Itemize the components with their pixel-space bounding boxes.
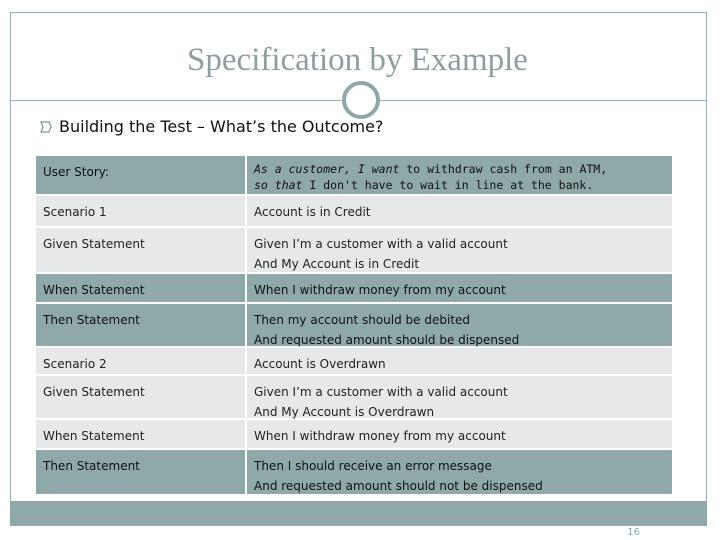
row-label: Given Statement <box>36 376 245 418</box>
row-label: When Statement <box>36 274 245 302</box>
row-value: Account is Overdrawn <box>247 348 672 374</box>
table-row <box>36 228 672 272</box>
story-label: User Story: <box>36 156 245 194</box>
row-value: Then I should receive an error message And requested amount should not be dispensed <box>247 450 672 494</box>
slide-title: Specification by Example <box>187 42 528 78</box>
table-row-story <box>36 156 672 194</box>
row-value: Given I’m a customer with a valid account And My Account is Overdrawn <box>247 376 672 418</box>
bullet-point <box>40 117 383 136</box>
row-value: When I withdraw money from my account <box>247 420 672 448</box>
row-label: Given Statement <box>36 228 245 272</box>
bullet-icon <box>40 120 52 134</box>
row-label: When Statement <box>36 420 245 448</box>
row-label: Scenario 2 <box>36 348 245 374</box>
row-value: Account is in Credit <box>247 196 672 226</box>
story-text: As a customer, I want to withdraw cash from an ATM, so that I don't have to wait in line at the bank. <box>247 156 672 194</box>
table-row <box>36 348 672 374</box>
table-row <box>36 376 672 418</box>
row-value: When I withdraw money from my account <box>247 274 672 302</box>
table-row <box>36 274 672 302</box>
page-number: 16 <box>627 527 640 538</box>
circle-ornament-icon <box>342 81 380 119</box>
bullet-text: Building the Test – What’s the Outcome? <box>59 117 384 136</box>
table-row <box>36 420 672 448</box>
table-row <box>36 304 672 346</box>
row-value: Given I’m a customer with a valid account And My Account is in Credit <box>247 228 672 272</box>
table-row <box>36 450 672 494</box>
row-value: Then my account should be debited And requested amount should be dispensed <box>247 304 672 346</box>
row-label: Scenario 1 <box>36 196 245 226</box>
table-row <box>36 196 672 226</box>
row-label: Then Statement <box>36 450 245 494</box>
footer-bar <box>10 501 707 526</box>
row-label: Then Statement <box>36 304 245 346</box>
